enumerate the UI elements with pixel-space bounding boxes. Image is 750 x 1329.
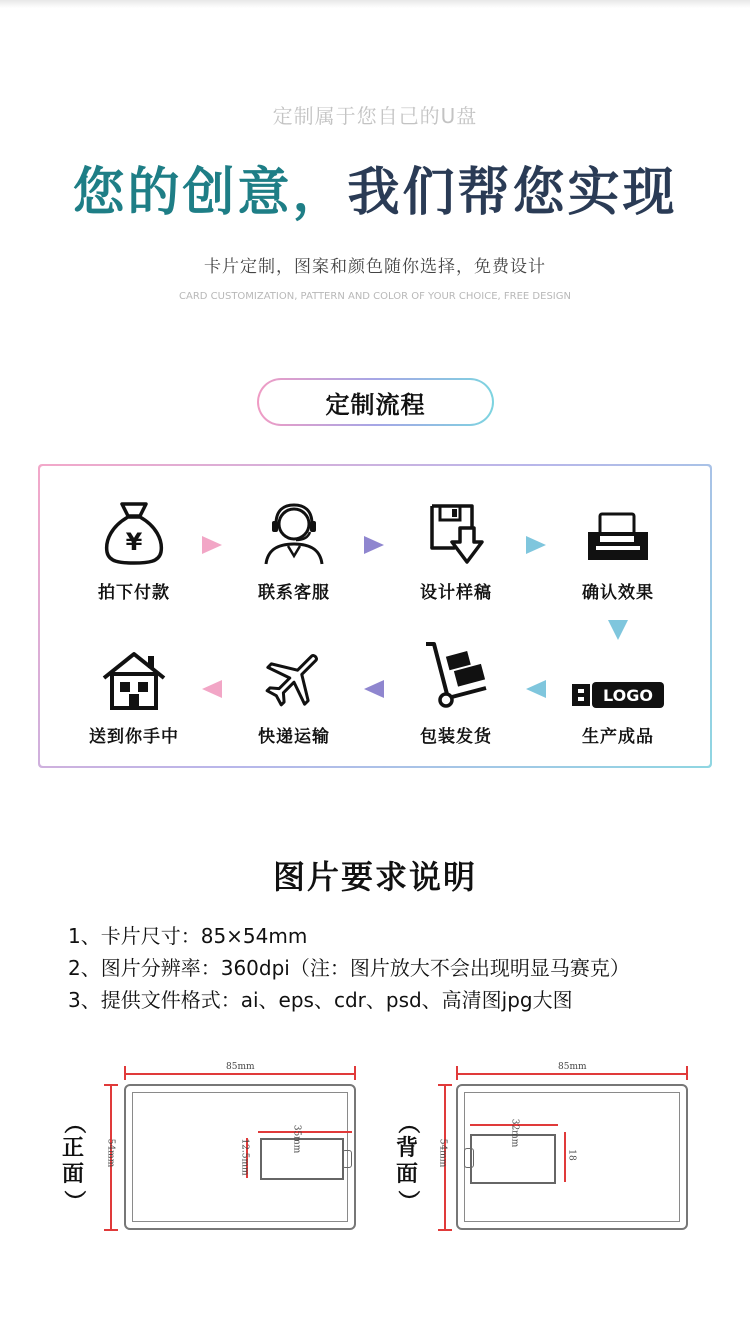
back-slot-height-line <box>564 1132 566 1182</box>
front-usb-notch <box>342 1150 352 1168</box>
step-confirm <box>548 496 688 603</box>
arrow-left-2 <box>364 680 384 698</box>
requirements-title: 图片要求说明 <box>272 858 477 896</box>
step-transport <box>224 640 364 747</box>
description-en: CARD CUSTOMIZATION, PATTERN AND COLOR OF YOUR CHOICE, FREE DESIGN <box>179 291 571 302</box>
front-height-tick-top <box>104 1084 118 1086</box>
top-fade <box>0 0 750 8</box>
process-title: 定制流程 <box>259 380 492 424</box>
process-title-pill <box>257 378 494 426</box>
step-label-deliver: 送到你手中 <box>89 727 179 747</box>
headline <box>0 150 750 225</box>
back-height-tick-top <box>438 1084 452 1086</box>
step-label-ship: 包装发货 <box>420 727 492 747</box>
front-width-tick-right <box>354 1066 356 1080</box>
step-pay <box>64 496 204 603</box>
back-label-open: （ <box>395 1111 420 1134</box>
front-slot-height-dim: 12.5mm <box>239 1138 250 1176</box>
step-produce <box>548 640 688 747</box>
arrow-left-3 <box>202 680 222 698</box>
front-width-dim: 85mm <box>226 1062 255 1072</box>
top-subtitle: 定制属于您自己的U盘 <box>272 104 478 128</box>
front-label <box>60 1110 86 1214</box>
back-label <box>394 1110 420 1214</box>
back-width-line <box>456 1073 688 1075</box>
front-usb-slot <box>260 1138 344 1180</box>
front-width-line <box>124 1073 356 1075</box>
design-download-icon <box>386 496 526 566</box>
printer-icon <box>548 496 688 566</box>
step-deliver <box>64 640 204 747</box>
front-label-open: （ <box>61 1111 86 1134</box>
front-slot-width-dim: 35mm <box>291 1124 302 1154</box>
step-label-contact: 联系客服 <box>258 583 330 603</box>
front-label-close: ） <box>61 1189 86 1212</box>
back-label-b: 面 <box>395 1162 418 1187</box>
back-slot-height-dim: 18 <box>566 1149 577 1161</box>
requirement-format: 3、提供文件格式：ai、eps、cdr、psd、高清图jpg大图 <box>68 988 573 1012</box>
process-panel <box>38 464 712 768</box>
hand-truck-icon <box>386 640 526 710</box>
step-label-transport: 快递运输 <box>258 727 330 747</box>
step-label-produce: 生产成品 <box>582 727 654 747</box>
arrow-right-2 <box>364 536 384 554</box>
arrow-down <box>608 620 628 640</box>
front-label-b: 面 <box>61 1162 84 1187</box>
customer-service-icon <box>224 496 364 566</box>
step-label-design: 设计样稿 <box>420 583 492 603</box>
step-ship <box>386 640 526 747</box>
arrow-right-3 <box>526 536 546 554</box>
requirements-list <box>68 920 728 1016</box>
yen-glyph: ¥ <box>125 528 143 556</box>
headline-part-b: 我们帮您实现 <box>347 163 678 223</box>
usb-drive-icon <box>548 640 688 710</box>
requirement-size: 1、卡片尺寸：85×54mm <box>68 924 308 948</box>
back-width-tick-right <box>686 1066 688 1080</box>
back-width-dim: 85mm <box>558 1062 587 1072</box>
front-width-tick-left <box>124 1066 126 1080</box>
arrow-left-1 <box>526 680 546 698</box>
step-label-confirm: 确认效果 <box>582 583 654 603</box>
front-label-a: 正 <box>61 1136 84 1161</box>
back-label-a: 背 <box>395 1136 418 1161</box>
back-label-close: ） <box>395 1189 420 1212</box>
requirement-resolution: 2、图片分辨率：360dpi（注：图片放大不会出现明显马赛克） <box>68 956 630 980</box>
front-height-tick-bottom <box>104 1229 118 1231</box>
arrow-right-1 <box>202 536 222 554</box>
back-height-tick-bottom <box>438 1229 452 1231</box>
description-cn: 卡片定制，图案和颜色随你选择，免费设计 <box>204 257 546 277</box>
back-height-dim: 54mm <box>437 1138 448 1168</box>
logo-text: LOGO <box>603 686 653 705</box>
money-bag-icon <box>64 496 204 566</box>
back-usb-notch <box>464 1148 474 1168</box>
headline-part-a: 您的创意， <box>72 163 348 223</box>
airplane-icon <box>224 640 364 710</box>
house-icon <box>64 640 204 710</box>
step-design <box>386 496 526 603</box>
front-slot-width-line <box>258 1131 352 1133</box>
back-slot-width-dim: 32mm <box>509 1118 520 1148</box>
step-label-pay: 拍下付款 <box>98 583 170 603</box>
step-contact <box>224 496 364 603</box>
back-width-tick-left <box>456 1066 458 1080</box>
front-height-dim: 54mm <box>105 1138 116 1168</box>
